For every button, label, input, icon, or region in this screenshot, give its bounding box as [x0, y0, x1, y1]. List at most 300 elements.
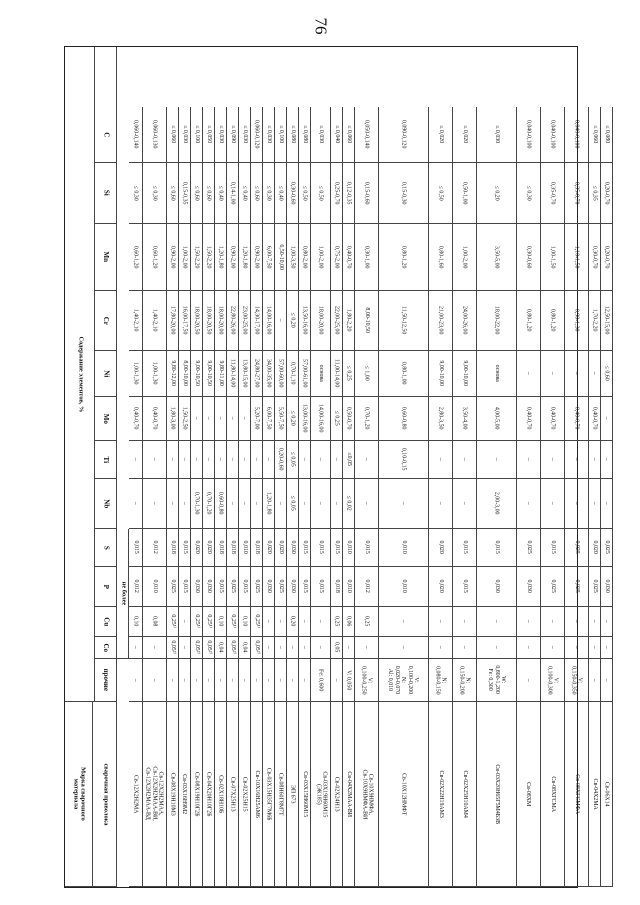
row-14-cell-8 — [311, 529, 331, 567]
row-6-cell-6-text: – — [217, 458, 224, 461]
row-2-cell-4-text: 9,80-12,00 — [169, 360, 176, 387]
row-7-cell-3-text: 22,80-26,00 — [229, 306, 236, 335]
element-header-4 — [95, 351, 117, 397]
row-17-cell-4 — [355, 351, 379, 397]
row-9-cell-1-text: ≤ 0,60 — [253, 185, 260, 201]
row-20-cell-2 — [453, 224, 477, 291]
row-20-cell-8 — [453, 529, 477, 567]
row-15-cell-2 — [331, 224, 343, 291]
row-3-cell-8-text: 0,015 — [181, 540, 188, 555]
row-9-cell-11-text: 0,05²⁾ — [253, 640, 260, 655]
row-24-cell-11 — [565, 637, 589, 659]
row-21-cell-6 — [477, 441, 517, 479]
row-21-cell-9-text: 0,030 — [493, 579, 500, 594]
row-15-cell-6 — [331, 441, 343, 479]
row-6-cell-0 — [215, 107, 227, 163]
row-5-cell-8 — [203, 529, 215, 567]
row-19-name — [429, 702, 453, 887]
row-3-name-text: Св-03Х16Н9М2 — [181, 773, 188, 815]
row-23-cell-7 — [541, 479, 565, 529]
row-11-cell-6-text: 0,20-0,60 — [277, 448, 284, 471]
row-20-cell-7 — [453, 479, 477, 529]
row-24-name-text: Св-08ХГСМФА — [573, 774, 580, 814]
row-10-cell-11 — [263, 637, 275, 659]
row-11-cell-3 — [275, 291, 287, 351]
row-22-cell-6-text: – — [525, 458, 532, 461]
row-13-cell-7-text: – — [301, 502, 308, 505]
row-11-cell-12-text: – — [277, 678, 284, 682]
row-13-cell-4 — [299, 351, 311, 397]
header-no-more-text: не более — [119, 581, 127, 606]
row-6-cell-3-text: 18,00-20,00 — [217, 306, 224, 335]
row-18-cell-4 — [379, 351, 429, 397]
row-4-cell-3-text: 18,00-20,50 — [193, 306, 200, 335]
row-23-cell-8 — [541, 529, 565, 567]
row-7-cell-3 — [227, 291, 239, 351]
row-23-cell-12 — [541, 659, 565, 702]
row-19-cell-3-text: 21,00-23,00 — [437, 306, 444, 335]
row-14-cell-8-text: 0,015 — [317, 540, 324, 555]
row-24-cell-5 — [565, 397, 589, 441]
row-3-cell-10-text: – — [181, 620, 188, 623]
row-14-cell-4-text: основа — [317, 364, 324, 383]
row-14-cell-7-text: – — [317, 502, 324, 505]
row-24-cell-5-text: 0,40-0,70 — [573, 407, 580, 430]
row-18-cell-10-text: – — [400, 620, 407, 623]
row-24-cell-0 — [565, 107, 589, 163]
row-23-cell-9-text: 0,025 — [549, 579, 556, 594]
row-7-cell-10-text: 0,25¹⁾ — [229, 614, 236, 629]
row-17-cell-11 — [355, 637, 379, 659]
row-26-name — [601, 702, 613, 887]
row-22-cell-4 — [517, 351, 541, 397]
row-8-cell-2 — [239, 224, 251, 291]
row-16-cell-9 — [343, 567, 355, 607]
row-22-cell-10 — [517, 607, 541, 637]
row-2-name-text: Св-08Х19Н10М3 — [169, 772, 176, 816]
row-19-cell-4-text: 9,00-10,00 — [437, 360, 444, 387]
row-12-cell-8-text: 0,030 — [289, 540, 296, 555]
row-8-cell-9-text: 0,015 — [241, 579, 248, 594]
row-13-cell-4-text: 57,00-61,00 — [301, 359, 308, 388]
row-11-name — [275, 702, 287, 887]
row-4-cell-4-text: 9,00-10,50 — [193, 360, 200, 387]
row-16-name-text: Св-04Х2МАА-ВИ — [345, 771, 352, 817]
row-0-cell-2 — [129, 224, 143, 291]
row-3-cell-0-text: ≤ 0,030 — [181, 125, 188, 144]
row-24-cell-0-text: 0,040-0,100 — [573, 120, 580, 149]
row-11-cell-0-text: ≤ 0,100 — [277, 125, 284, 144]
row-19-cell-10 — [429, 607, 453, 637]
row-2-cell-4 — [167, 351, 179, 397]
row-22-cell-0 — [517, 107, 541, 163]
row-22-cell-3-text: 0,80-1,20 — [525, 309, 532, 332]
row-14-cell-2 — [311, 224, 331, 291]
row-9-cell-4 — [251, 351, 263, 397]
row-15-cell-1 — [331, 163, 343, 224]
row-18-cell-8-text: 0,010 — [400, 540, 407, 555]
row-18-cell-0-text: 0,090-0,120 — [400, 120, 407, 149]
row-13-cell-0 — [299, 107, 311, 163]
page-number: 76 — [311, 17, 330, 35]
row-26-cell-2-text: 0,20-0,70 — [603, 245, 610, 269]
row-24-cell-6-text: – — [573, 458, 580, 461]
row-25-cell-5-text: 0,40-0,70 — [591, 407, 598, 430]
row-4-cell-8-text: 0,020 — [193, 540, 200, 555]
row-9-cell-11 — [251, 637, 263, 659]
row-26-cell-8-text: 0,025 — [603, 540, 610, 555]
row-26-cell-11-text: – — [603, 646, 610, 649]
row-7-cell-12-text: – — [229, 678, 236, 682]
row-5-cell-2-text: 1,50-2,20 — [205, 245, 212, 269]
row-25-cell-4-text: – — [591, 372, 598, 375]
row-22-cell-3 — [517, 291, 541, 351]
row-24-cell-10 — [565, 607, 589, 637]
row-21-cell-12-text: W: 0,800-1,200 Fe: 0,300 — [487, 665, 507, 695]
row-16-cell-6-text: ≤0,05 — [345, 452, 352, 467]
row-1-cell-4-text: 1,00-1,30 — [151, 362, 158, 385]
row-14-name — [311, 702, 331, 887]
row-20-cell-5 — [453, 397, 477, 441]
row-18-cell-4-text: 0,80-1,00 — [400, 362, 407, 385]
row-12-cell-0 — [287, 107, 299, 163]
row-13-name — [299, 702, 311, 887]
row-14-cell-12 — [311, 659, 331, 702]
row-21-cell-10 — [477, 607, 517, 637]
row-25-cell-7 — [589, 479, 601, 529]
row-22-cell-7 — [517, 479, 541, 529]
element-header-8 — [95, 529, 117, 567]
row-1-cell-3 — [143, 291, 167, 351]
row-19-cell-12 — [429, 659, 453, 702]
row-0-cell-6 — [129, 441, 143, 479]
row-19-cell-10-text: – — [437, 620, 444, 623]
row-23-cell-11 — [541, 637, 565, 659]
row-1-cell-8-text: 0,012 — [151, 540, 158, 555]
row-2-cell-10-text: 0,25¹⁾ — [169, 614, 176, 629]
row-16-cell-7 — [343, 479, 355, 529]
row-6-cell-10 — [215, 607, 227, 637]
row-26-cell-4-text: ≤ 0,60 — [603, 365, 610, 382]
row-19-cell-0-text: ≤ 0,020 — [437, 125, 444, 144]
row-8-cell-12-text: – — [241, 678, 248, 682]
row-4-cell-5 — [191, 397, 203, 441]
row-24-cell-4-text: – — [573, 372, 580, 375]
row-1-cell-2 — [143, 224, 167, 291]
row-21-cell-8-text: 0,015 — [493, 540, 500, 555]
row-3-cell-8 — [179, 529, 191, 567]
row-25-cell-5 — [589, 397, 601, 441]
row-20-name-text: Св-02Х25Н10АМ4 — [461, 770, 468, 818]
row-1-cell-6-text: – — [151, 458, 158, 461]
row-10-cell-2-text: 6,00-7,50 — [265, 245, 272, 269]
row-5-cell-9-text: 0,030 — [205, 579, 212, 594]
row-25-cell-1 — [589, 163, 601, 224]
row-12-cell-6 — [287, 441, 299, 479]
row-19-cell-11-text: – — [437, 646, 444, 649]
row-6-cell-0-text: ≤ 0,030 — [217, 125, 224, 144]
row-17-cell-11-text: – — [363, 646, 370, 649]
row-15-cell-10 — [331, 607, 343, 637]
row-7-cell-1-text: 0,14-1,00 — [229, 181, 236, 205]
row-20-cell-8-text: 0,015 — [461, 540, 468, 555]
row-15-cell-4 — [331, 351, 343, 397]
row-0-cell-0 — [129, 107, 143, 163]
row-10-cell-8-text: 0,020 — [265, 540, 272, 555]
row-0-cell-8 — [129, 529, 143, 567]
row-9-cell-3-text: 14,30-17,00 — [253, 306, 260, 335]
row-13-cell-3-text: 13,50-16,00 — [301, 306, 308, 335]
row-8-cell-6-text: – — [241, 458, 248, 461]
row-12-cell-9 — [287, 567, 299, 607]
row-20-cell-6-text: – — [461, 458, 468, 461]
row-16-cell-10 — [343, 607, 355, 637]
row-5-cell-12 — [203, 659, 215, 702]
row-0-cell-7 — [129, 479, 143, 529]
row-18-cell-2-text: 0,80-1,20 — [400, 245, 407, 269]
row-10-cell-10 — [263, 607, 275, 637]
row-18-cell-1-text: 0,15-0,30 — [400, 181, 407, 205]
row-14-cell-10-text: – — [317, 620, 324, 623]
row-11-cell-4 — [275, 351, 287, 397]
row-17-cell-9-text: 0,012 — [363, 579, 370, 594]
row-13-cell-2-text: 0,80-2,00 — [301, 245, 308, 269]
row-18-name-text: Св-10Х12НМФТ — [400, 772, 407, 816]
row-15-cell-8-text: 0,015 — [333, 540, 340, 555]
row-1-cell-5-text: 0,40-0,70 — [151, 407, 158, 430]
row-21-name — [477, 702, 517, 887]
row-17-cell-6 — [355, 441, 379, 479]
row-17-name-text: Св-10Х9НМФА, Св-10Х9НМФА-ВИ — [360, 769, 373, 819]
row-3-cell-3 — [179, 291, 191, 351]
row-25-cell-0 — [589, 107, 601, 163]
row-4-cell-2 — [191, 224, 203, 291]
row-20-name — [453, 702, 477, 887]
row-23-cell-8-text: 0,015 — [549, 540, 556, 555]
row-6-cell-2-text: 1,20-1,80 — [217, 245, 224, 269]
row-23-cell-10 — [541, 607, 565, 637]
row-4-cell-2-text: 1,50-2,20 — [193, 245, 200, 269]
row-26-cell-5-text: – — [603, 417, 610, 420]
row-13-cell-1 — [299, 163, 311, 224]
row-20-cell-1 — [453, 163, 477, 224]
row-4-cell-6 — [191, 441, 203, 479]
row-6-cell-4-text: 9,80-11,00 — [217, 360, 224, 387]
row-17-cell-10 — [355, 607, 379, 637]
row-21-cell-1-text: ≤ 0,20 — [493, 185, 500, 201]
row-9-cell-9-text: 0,025 — [253, 579, 260, 594]
row-5-cell-6 — [203, 441, 215, 479]
row-6-cell-4 — [215, 351, 227, 397]
row-15-cell-7-text: – — [333, 502, 340, 505]
row-3-cell-12-text: – — [181, 678, 188, 682]
row-5-cell-4-text: 9,00-10,50 — [205, 360, 212, 387]
row-15-cell-4-text: 11,00-14,00 — [333, 359, 340, 388]
row-6-cell-7-text: 0,60-0,80 — [217, 492, 224, 515]
row-23-cell-0 — [541, 107, 565, 163]
row-0-cell-5-text: 0,40-0,70 — [132, 407, 139, 430]
row-7-cell-11 — [227, 637, 239, 659]
row-7-cell-1 — [227, 163, 239, 224]
row-8-cell-11 — [239, 637, 251, 659]
row-20-cell-4-text: 9,00-10,00 — [461, 360, 468, 387]
row-13-cell-9-text: 0,015 — [301, 579, 308, 594]
row-13-cell-11-text: – — [301, 646, 308, 649]
row-3-cell-4 — [179, 351, 191, 397]
row-24-cell-7-text: – — [573, 502, 580, 505]
row-20-cell-2-text: 1,00-2,00 — [461, 245, 468, 269]
row-7-cell-7-text: – — [229, 502, 236, 505]
row-12-cell-5 — [287, 397, 299, 441]
row-6-name — [215, 702, 227, 887]
row-25-cell-12-text: – — [591, 678, 598, 682]
row-13-cell-6-text: – — [301, 458, 308, 461]
row-17-cell-6-text: – — [363, 458, 370, 461]
row-23-cell-6 — [541, 441, 565, 479]
row-0-cell-11 — [129, 637, 143, 659]
row-11-cell-5-text: 5,50-7,50 — [277, 407, 284, 430]
row-17-cell-1 — [355, 163, 379, 224]
row-21-cell-7 — [477, 479, 517, 529]
row-22-cell-6 — [517, 441, 541, 479]
row-25-cell-0-text: ≤ 0,060 — [591, 125, 598, 144]
row-4-cell-5-text: – — [193, 417, 200, 420]
row-15-cell-9 — [331, 567, 343, 607]
row-24-cell-2-text: 1,10-1,50 — [573, 245, 580, 269]
row-4-cell-0 — [191, 107, 203, 163]
row-3-cell-2-text: 1,00-2,00 — [181, 245, 188, 269]
row-14-cell-5-text: 14,00-16,00 — [317, 404, 324, 433]
row-21-cell-3-text: 18,00-22,00 — [493, 306, 500, 335]
row-20-cell-9-text: 0,015 — [461, 579, 468, 594]
row-14-cell-2-text: 1,00-2,00 — [317, 245, 324, 269]
row-18-cell-11-text: – — [400, 646, 407, 649]
row-6-name-text: Св-02Х18Н10Б — [217, 774, 224, 814]
row-2-cell-1 — [167, 163, 179, 224]
element-header-2 — [95, 224, 117, 291]
row-17-cell-2-text: 0,30-1,00 — [363, 245, 370, 269]
row-18-cell-6-text: 0,10-0,15 — [400, 448, 407, 471]
row-20-cell-11 — [453, 637, 477, 659]
row-25-cell-8 — [589, 529, 601, 567]
row-26-cell-9-text: 0,030 — [603, 579, 610, 594]
header-no-more — [117, 529, 129, 659]
row-18-cell-6 — [379, 441, 429, 479]
row-15-cell-9-text: 0,018 — [333, 579, 340, 594]
row-24-cell-2 — [565, 224, 589, 291]
row-21-cell-12 — [477, 659, 517, 702]
row-8-cell-0 — [239, 107, 251, 163]
row-12-cell-2-text: 1,00-3,50 — [289, 245, 296, 269]
row-20-cell-9 — [453, 567, 477, 607]
row-10-cell-7 — [263, 479, 275, 529]
row-17-cell-1-text: 0,15-0,60 — [363, 181, 370, 205]
header-composition-text: Содержание элементов, % — [76, 336, 84, 412]
row-5-cell-3-text: 18,00-20,50 — [205, 306, 212, 335]
row-4-cell-1 — [191, 163, 203, 224]
row-4-cell-12-text: – — [193, 678, 200, 682]
row-6-cell-11-text: 0,04 — [217, 642, 224, 653]
row-4-cell-6-text: – — [193, 458, 200, 461]
row-23-cell-0-text: 0,040-0,100 — [549, 120, 556, 149]
row-22-cell-11-text: – — [525, 646, 532, 649]
row-10-cell-9 — [263, 567, 275, 607]
row-17-cell-9 — [355, 567, 379, 607]
row-24-cell-8-text: 0,025 — [573, 540, 580, 555]
row-1-cell-12 — [143, 659, 167, 702]
row-15-cell-6-text: – — [333, 458, 340, 461]
row-4-cell-3 — [191, 291, 203, 351]
row-10-cell-11-text: – — [265, 646, 272, 649]
row-1-cell-3-text: 1,40-2,10 — [151, 309, 158, 332]
row-16-cell-5-text: 0,50-0,70 — [345, 407, 352, 430]
row-23-name-text: Св-08ХГСМА — [549, 776, 556, 812]
row-23-cell-5 — [541, 397, 565, 441]
composition-table — [64, 46, 610, 888]
row-0-cell-10 — [129, 607, 143, 637]
row-0-name — [129, 702, 143, 887]
row-0-cell-12-text: – — [132, 678, 139, 682]
row-26-cell-1 — [601, 163, 613, 224]
row-17-cell-7 — [355, 479, 379, 529]
row-13-cell-6 — [299, 441, 311, 479]
element-header-0-text: C — [102, 131, 111, 138]
element-header-2-text: Mn — [102, 251, 111, 263]
element-cu-co-group — [95, 607, 117, 659]
row-18-cell-12-text: V: 0,100-0,200 N: 0,020-0,070 Al: 0,010 — [387, 665, 420, 695]
row-23-cell-5-text: 0,40-0,70 — [549, 407, 556, 430]
row-2-cell-0 — [167, 107, 179, 163]
row-26-cell-0 — [601, 107, 613, 163]
row-2-cell-5 — [167, 397, 179, 441]
row-19-name-text: Св-02Х22Н19АМ3 — [437, 770, 444, 818]
row-11-cell-11 — [275, 637, 287, 659]
row-8-cell-4 — [239, 351, 251, 397]
row-3-cell-2 — [179, 224, 191, 291]
row-24-cell-3 — [565, 291, 589, 351]
row-13-cell-9 — [299, 567, 311, 607]
row-25-cell-6-text: – — [591, 458, 598, 461]
row-21-cell-10-text: – — [493, 620, 500, 623]
row-3-name — [179, 702, 191, 887]
row-21-cell-4 — [477, 351, 517, 397]
row-5-cell-1-text: ≤ 0,60 — [205, 185, 212, 201]
row-24-cell-11-text: – — [573, 646, 580, 649]
row-5-cell-10 — [203, 607, 215, 637]
row-11-cell-12 — [275, 659, 287, 702]
row-22-cell-0-text: 0,040-0,100 — [525, 120, 532, 149]
row-7-name-text: Св-07Х25Н13 — [229, 776, 236, 812]
row-11-cell-10 — [275, 607, 287, 637]
row-12-cell-10-text: 0,20 — [289, 616, 296, 627]
row-7-name — [227, 702, 239, 887]
row-11-name-text: Св-08Н60Г8М7Т — [277, 772, 284, 816]
row-17-cell-8 — [355, 529, 379, 567]
row-18-cell-3-text: 11,50-12,50 — [400, 306, 407, 335]
row-11-cell-8-text: 0,020 — [277, 540, 284, 555]
row-4-name — [191, 702, 203, 887]
row-9-cell-10-text: 0,25¹⁾ — [253, 614, 260, 629]
row-17-cell-2 — [355, 224, 379, 291]
row-8-cell-5 — [239, 397, 251, 441]
row-8-cell-10 — [239, 607, 251, 637]
row-10-cell-6-text: – — [265, 458, 272, 461]
row-16-cell-12-text: V: 0,050 — [345, 669, 352, 691]
element-header-1-text: Si — [102, 190, 111, 196]
row-6-cell-2 — [215, 224, 227, 291]
row-22-cell-1 — [517, 163, 541, 224]
row-1-cell-1 — [143, 163, 167, 224]
